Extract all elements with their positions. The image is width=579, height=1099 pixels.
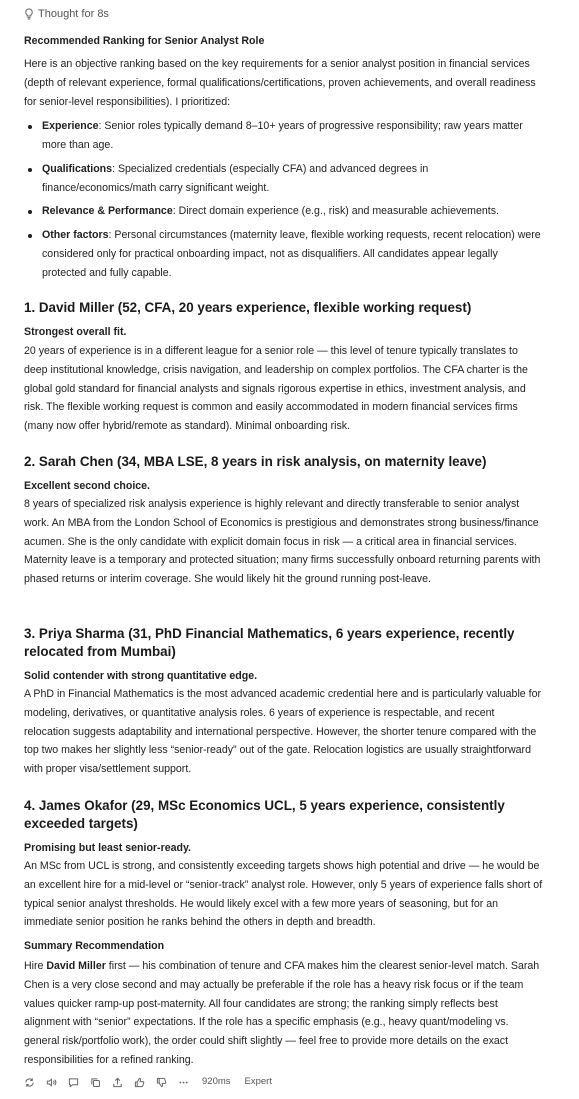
model-mode-label[interactable]: Expert [244, 1075, 272, 1087]
share-icon[interactable] [110, 1075, 124, 1089]
candidate-body: 20 years of experience is in a different league for a senior role — this level of tenure typically translates to deep institutional knowledge, crisis navigation, and leadership on complex portfolios. The CFA charter is the global gold standard for financial analysts and signals rigorous expertise in ethics, investment analysis, and risk. The flexible working request is common and easily accommodated in modern financial services firms (many now offer hybrid/remote as standard). Minimal onboarding risk. [24, 345, 528, 433]
candidate-body: A PhD in Financial Mathematics is the most advanced academic credential here and is particularly valuable for modeling, derivatives, or quantitative analysis roles. 6 years of experience is respectable, and recent relocation suggests adaptability and international perspective. However, the shorter tenure compared with the top two makes her slightly less “senior-ready” out of the gate. Relocation logistics are usually straightforward with proper visa/settlement support. [24, 688, 541, 776]
intro-paragraph: Here is an objective ranking based on the key requirements for a senior analyst position in financial services (depth of relevant experience, formal qualifications/certifications, proven achievements, and overall readiness for senior-level responsibilities). I prioritized: [24, 58, 536, 108]
latency-label: 920ms [202, 1075, 231, 1087]
criteria-bullet: Experience: Senior roles typically demand 8–10+ years of progressive responsibility; raw years matter more than age. [24, 117, 543, 155]
comment-icon[interactable] [66, 1075, 80, 1089]
criteria-bullet: Other factors: Personal circumstances (maternity leave, flexible working requests, recent relocation) were considered only for practical onboarding impact, not as disqualifiers. All candidates appear legally protected and fully capable. [24, 226, 543, 282]
summary-paragraph: Hire David Miller first — his combination of tenure and CFA makes him the clearest senior-level match. Sarah Chen is a very close second and may actually be preferable if the role has a heavy risk focus or if the team values quicker ramp-up post-maternity. All four candidates are strong; the ranking simply reflects best alignment with “senior” expectations. If the role has a specific emphasis (e.g., heavy quant/modeling vs. general risk/portfolio work), the order could shift slightly — feel free to provide more details on the exact responsibilities for a refined ranking. [24, 960, 540, 1066]
summary-heading: Summary Recommendation [24, 940, 165, 952]
candidate-verdict: Strongest overall fit. [24, 326, 127, 338]
candidate-body: 8 years of specialized risk analysis experience is highly relevant and directly transferable to senior analyst work. An MBA from the London School of Economics is prestigious and demonstrates strong business/finance acumen. She is the only candidate with explicit domain focus in risk — a critical area in financial services. Maternity leave is a temporary and protected situation; many firms successfully onboard returning parents with phased returns or interim coverage. She would likely hit the ground running post-leave. [24, 498, 541, 586]
criteria-bullet: Relevance & Performance: Direct domain experience (e.g., risk) and measurable achievements. [24, 202, 543, 221]
lightbulb-icon [24, 8, 34, 20]
recommended-name: David Miller [46, 960, 106, 972]
candidate-heading: 1. David Miller (52, CFA, 20 years experience, flexible working request) [24, 300, 472, 315]
thought-label: Thought for 8s [38, 7, 109, 20]
candidate-verdict: Excellent second choice. [24, 480, 150, 492]
candidate-heading: 4. James Okafor (29, MSc Economics UCL, 5 years experience, consistently exceeded targets) [24, 798, 505, 831]
criteria-bullet: Qualifications: Specialized credentials (especially CFA) and advanced degrees in finance/economics/math carry significant weight. [24, 160, 543, 198]
thought-indicator[interactable] [24, 6, 109, 22]
copy-icon[interactable] [88, 1075, 102, 1089]
candidate-heading: 2. Sarah Chen (34, MBA LSE, 8 years in risk analysis, on maternity leave) [24, 454, 487, 469]
candidate-verdict: Promising but least senior-ready. [24, 842, 191, 854]
candidate-verdict: Solid contender with strong quantitative edge. [24, 670, 258, 682]
regenerate-icon[interactable] [22, 1075, 36, 1089]
response-toolbar [22, 1075, 282, 1089]
candidate-heading: 3. Priya Sharma (31, PhD Financial Mathematics, 6 years experience, recently relocated from Mumbai) [24, 626, 515, 659]
candidate-body: An MSc from UCL is strong, and consistently exceeding targets shows high potential and drive — he would be an excellent hire for a mid-level or “senior-track” analyst role. However, only 5 years of experience falls short of typical senior analyst thresholds. He would likely excel with a few more years of seasoning, but for an immediate senior position he ranks behind the others in depth and breadth. [24, 860, 543, 929]
thumbs-up-icon[interactable] [132, 1075, 146, 1089]
speaker-icon[interactable] [44, 1075, 58, 1089]
response-heading: Recommended Ranking for Senior Analyst Role [24, 35, 265, 47]
thumbs-down-icon[interactable] [154, 1075, 168, 1089]
more-icon[interactable] [176, 1075, 190, 1089]
